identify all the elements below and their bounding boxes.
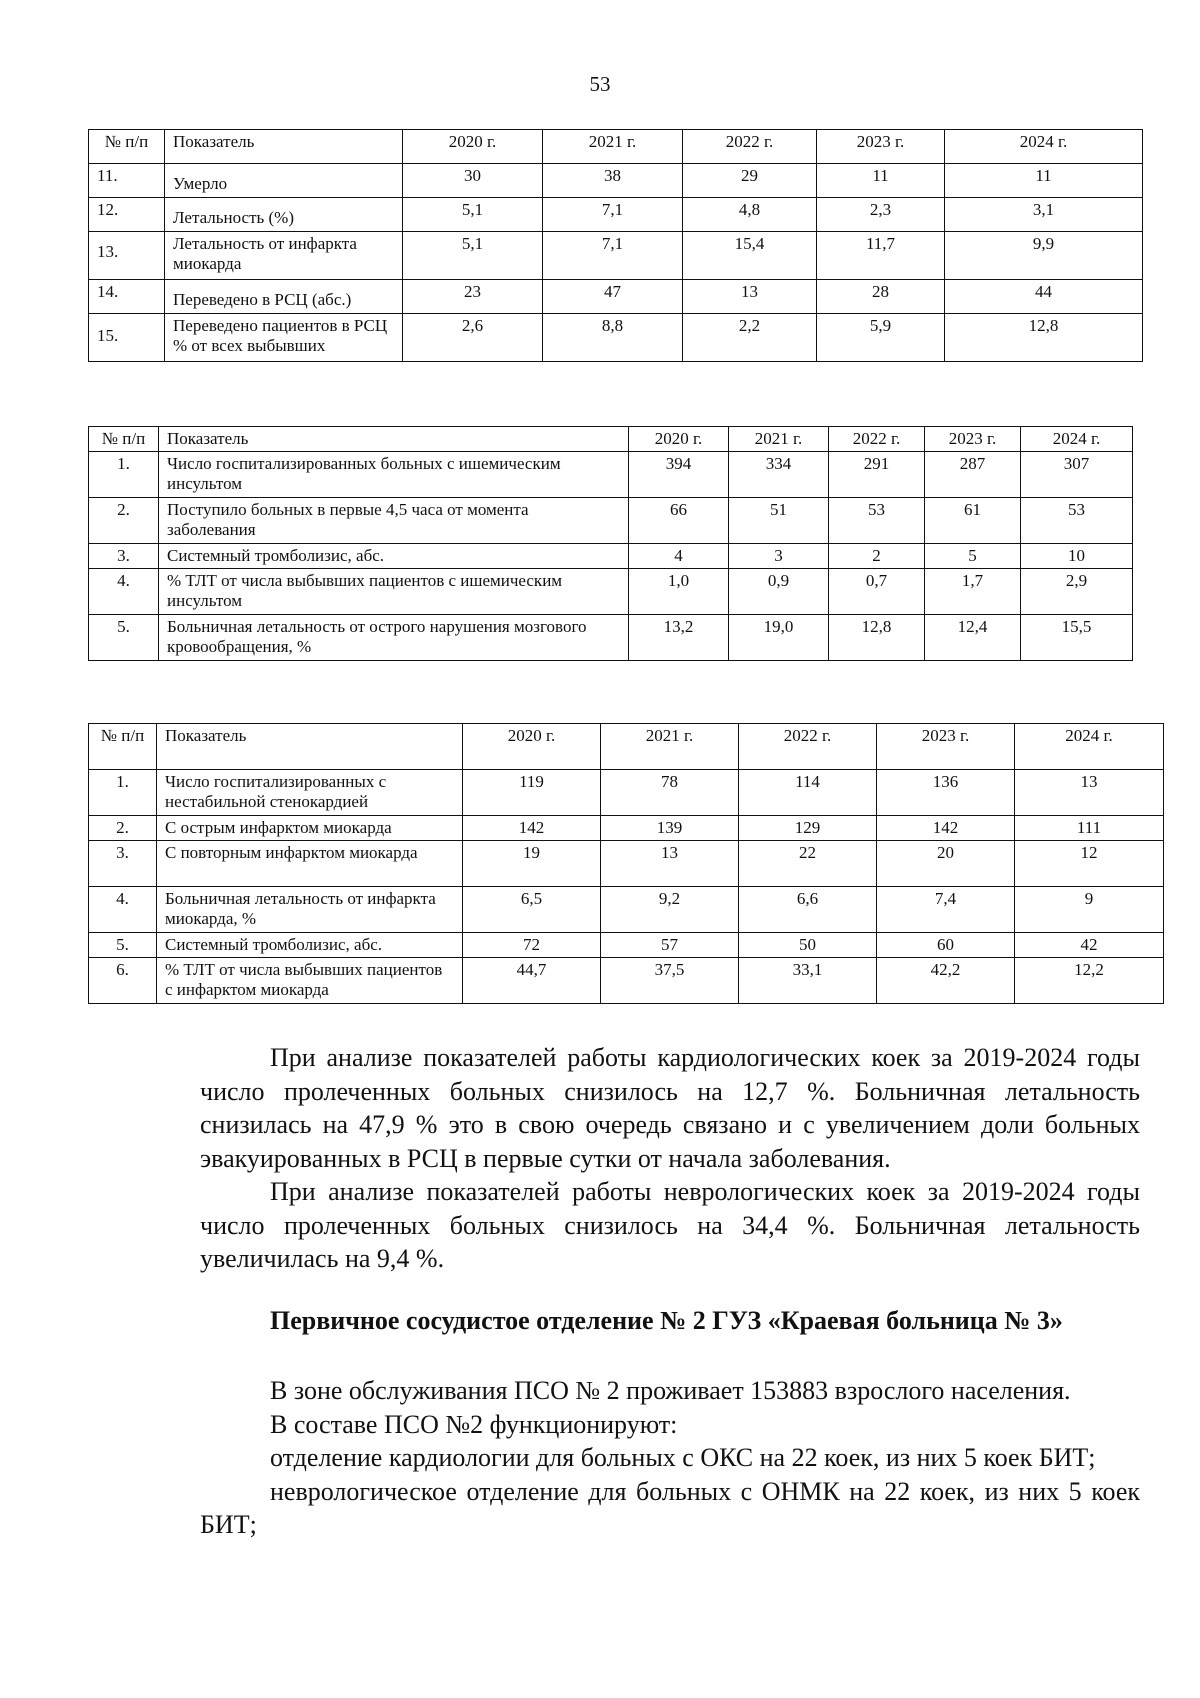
cell-2020: 5,1 (403, 198, 543, 232)
row-index: 15. (89, 314, 165, 362)
cell-2023: 60 (877, 933, 1015, 958)
row-label: С острым инфарктом миокарда (157, 816, 463, 841)
cell-2020: 1,0 (629, 569, 729, 615)
header-cell: 2022 г. (829, 427, 925, 452)
cell-2023: 287 (925, 452, 1021, 498)
row-index: 13. (89, 232, 165, 280)
page-number: 53 (589, 72, 611, 96)
cell-2021: 37,5 (601, 958, 739, 1004)
cell-2023: 5 (925, 544, 1021, 569)
cell-2024: 15,5 (1021, 615, 1133, 661)
header-cell: 2021 г. (543, 130, 683, 164)
header-cell: 2023 г. (877, 724, 1015, 770)
header-cell: 2023 г. (925, 427, 1021, 452)
row-index: 14. (89, 280, 165, 314)
header-cell: 2022 г. (739, 724, 877, 770)
cell-2022: 15,4 (683, 232, 817, 280)
row-label: % ТЛТ от числа выбывших пациентов с инфарктом миокарда (157, 958, 463, 1004)
table-row (89, 933, 1164, 958)
cell-2021: 7,1 (543, 232, 683, 280)
cell-2021: 8,8 (543, 314, 683, 362)
table-row (89, 544, 1133, 569)
paragraph: При анализе показателей работы кардиологических коек за 2019-2024 годы число пролеченных больных снизилось на 12,7 %. Больничная летальность снизилась на 47,9 % это в свою очередь связано и с увеличением доли больных эвакуированных в РСЦ в первые сутки от начала заболевания. (200, 1043, 1140, 1173)
cell-2023: 11,7 (817, 232, 945, 280)
header-cell: 2020 г. (463, 724, 601, 770)
cell-2021: 9,2 (601, 887, 739, 933)
row-label: Умерло (165, 164, 403, 198)
cell-2023: 7,4 (877, 887, 1015, 933)
cell-2023: 61 (925, 498, 1021, 544)
row-index: 5. (89, 933, 157, 958)
table-row (89, 841, 1164, 887)
paragraph: В составе ПСО №2 функционируют: (270, 1409, 678, 1439)
row-index: 12. (89, 198, 165, 232)
row-label: Больничная летальность от инфаркта миокарда, % (157, 887, 463, 933)
cell-2020: 119 (463, 770, 601, 816)
table-row (89, 816, 1164, 841)
row-index: 1. (89, 452, 159, 498)
cell-2021: 0,9 (729, 569, 829, 615)
cell-2021: 47 (543, 280, 683, 314)
header-cell: Показатель (165, 130, 403, 164)
cell-2022: 129 (739, 816, 877, 841)
cell-2023: 142 (877, 816, 1015, 841)
cell-2024: 12,8 (945, 314, 1143, 362)
cell-2022: 6,6 (739, 887, 877, 933)
cell-2024: 12 (1015, 841, 1164, 887)
header-cell: 2024 г. (945, 130, 1143, 164)
cell-2021: 13 (601, 841, 739, 887)
cell-2024: 111 (1015, 816, 1164, 841)
cell-2023: 11 (817, 164, 945, 198)
row-index: 4. (89, 887, 157, 933)
cell-2021: 38 (543, 164, 683, 198)
cell-2023: 28 (817, 280, 945, 314)
cell-2023: 2,3 (817, 198, 945, 232)
table-header-row (89, 130, 1143, 164)
cell-2020: 23 (403, 280, 543, 314)
cell-2022: 2 (829, 544, 925, 569)
cell-2023: 12,4 (925, 615, 1021, 661)
table-row (89, 280, 1143, 314)
cell-2024: 2,9 (1021, 569, 1133, 615)
paragraph: отделение кардиологии для больных с ОКС на 22 коек, из них 5 коек БИТ; (270, 1443, 1096, 1472)
cell-2023: 20 (877, 841, 1015, 887)
header-cell: 2024 г. (1015, 724, 1164, 770)
row-label: % ТЛТ от числа выбывших пациентов с ишемическим инсультом (159, 569, 629, 615)
cell-2022: 291 (829, 452, 925, 498)
row-label: Число госпитализированных больных с ишемическим инсультом (159, 452, 629, 498)
row-label: Системный тромболизис, абс. (159, 544, 629, 569)
cell-2021: 7,1 (543, 198, 683, 232)
cell-2024: 9,9 (945, 232, 1143, 280)
table-row (89, 314, 1143, 362)
cell-2024: 44 (945, 280, 1143, 314)
cardiology-acs-table (88, 723, 1164, 1004)
header-cell: № п/п (89, 427, 159, 452)
cell-2020: 142 (463, 816, 601, 841)
row-index: 6. (89, 958, 157, 1004)
cell-2024: 42 (1015, 933, 1164, 958)
header-cell: 2021 г. (601, 724, 739, 770)
cell-2021: 3 (729, 544, 829, 569)
cell-2021: 139 (601, 816, 739, 841)
cell-2021: 334 (729, 452, 829, 498)
cell-2020: 4 (629, 544, 729, 569)
header-cell: Показатель (157, 724, 463, 770)
cell-2022: 53 (829, 498, 925, 544)
row-label: Переведено пациентов в РСЦ % от всех выбывших (165, 314, 403, 362)
cell-2020: 13,2 (629, 615, 729, 661)
cell-2020: 5,1 (403, 232, 543, 280)
table-row (89, 198, 1143, 232)
cell-2020: 44,7 (463, 958, 601, 1004)
cell-2021: 78 (601, 770, 739, 816)
cell-2021: 57 (601, 933, 739, 958)
row-index: 3. (89, 841, 157, 887)
cell-2022: 13 (683, 280, 817, 314)
cell-2023: 42,2 (877, 958, 1015, 1004)
cell-2024: 53 (1021, 498, 1133, 544)
table-header-row (89, 427, 1133, 452)
row-label: С повторным инфарктом миокарда (157, 841, 463, 887)
row-label: Число госпитализированных с нестабильной стенокардией (157, 770, 463, 816)
cell-2022: 12,8 (829, 615, 925, 661)
table-row (89, 958, 1164, 1004)
row-label: Поступило больных в первые 4,5 часа от момента заболевания (159, 498, 629, 544)
cell-2024: 307 (1021, 452, 1133, 498)
row-label: Летальность (%) (165, 198, 403, 232)
cell-2022: 50 (739, 933, 877, 958)
cell-2024: 3,1 (945, 198, 1143, 232)
table-row (89, 887, 1164, 933)
row-index: 5. (89, 615, 159, 661)
cell-2022: 4,8 (683, 198, 817, 232)
table-row (89, 615, 1133, 661)
paragraph: неврологическое отделение для больных с ОНМК на 22 коек, из них 5 коек БИТ; (200, 1476, 1140, 1539)
cell-2023: 136 (877, 770, 1015, 816)
cell-2020: 72 (463, 933, 601, 958)
cell-2020: 394 (629, 452, 729, 498)
paragraph: В зоне обслуживания ПСО № 2 проживает 153883 взрослого населения. (270, 1376, 1071, 1405)
row-index: 3. (89, 544, 159, 569)
row-index: 2. (89, 498, 159, 544)
header-cell: № п/п (89, 724, 157, 770)
cell-2022: 2,2 (683, 314, 817, 362)
table-row (89, 569, 1133, 615)
cell-2024: 9 (1015, 887, 1164, 933)
row-label: Летальность от инфаркта миокарда (165, 232, 403, 280)
cell-2022: 29 (683, 164, 817, 198)
row-label: Переведено в РСЦ (абс.) (165, 280, 403, 314)
cardiology-stats-table-continued (88, 129, 1143, 362)
cell-2022: 33,1 (739, 958, 877, 1004)
cell-2021: 19,0 (729, 615, 829, 661)
paragraph: При анализе показателей работы неврологических коек за 2019-2024 годы число пролеченных больных снизилось на 34,4 %. Больничная летальность увеличилась на 9,4 %. (200, 1177, 1140, 1273)
cell-2022: 0,7 (829, 569, 925, 615)
cell-2020: 6,5 (463, 887, 601, 933)
header-cell: 2020 г. (629, 427, 729, 452)
neurology-stroke-table (88, 426, 1133, 661)
header-cell: 2024 г. (1021, 427, 1133, 452)
row-index: 11. (89, 164, 165, 198)
cell-2024: 13 (1015, 770, 1164, 816)
section-heading: Первичное сосудистое отделение № 2 ГУЗ «Краевая больница № 3» (270, 1306, 1063, 1335)
row-label: Системный тромболизис, абс. (157, 933, 463, 958)
table-row (89, 164, 1143, 198)
section-text (200, 1374, 1140, 1542)
analysis-text (200, 1041, 1140, 1276)
header-cell: № п/п (89, 130, 165, 164)
table-row (89, 232, 1143, 280)
header-cell: 2022 г. (683, 130, 817, 164)
row-index: 2. (89, 816, 157, 841)
header-cell: Показатель (159, 427, 629, 452)
cell-2020: 2,6 (403, 314, 543, 362)
table-header-row (89, 724, 1164, 770)
row-index: 1. (89, 770, 157, 816)
header-cell: 2023 г. (817, 130, 945, 164)
header-cell: 2020 г. (403, 130, 543, 164)
table-row (89, 770, 1164, 816)
cell-2020: 66 (629, 498, 729, 544)
cell-2022: 114 (739, 770, 877, 816)
table-row (89, 452, 1133, 498)
table-row (89, 498, 1133, 544)
row-label: Больничная летальность от острого нарушения мозгового кровообращения, % (159, 615, 629, 661)
cell-2020: 30 (403, 164, 543, 198)
row-index: 4. (89, 569, 159, 615)
cell-2023: 5,9 (817, 314, 945, 362)
header-cell: 2021 г. (729, 427, 829, 452)
cell-2024: 10 (1021, 544, 1133, 569)
cell-2022: 22 (739, 841, 877, 887)
cell-2021: 51 (729, 498, 829, 544)
cell-2023: 1,7 (925, 569, 1021, 615)
cell-2020: 19 (463, 841, 601, 887)
cell-2024: 11 (945, 164, 1143, 198)
cell-2024: 12,2 (1015, 958, 1164, 1004)
